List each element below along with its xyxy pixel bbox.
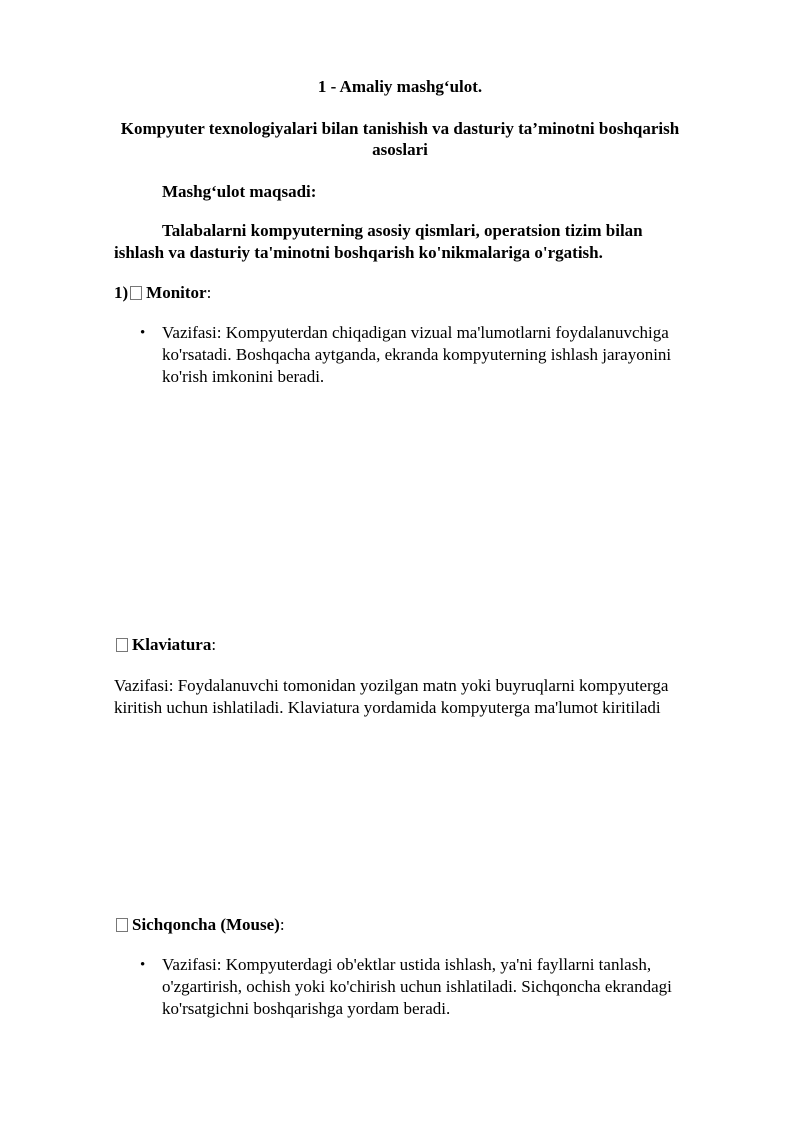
goal-text-line-1: Talabalarni kompyuterning asosiy qismlari, operatsion tizim bilan (162, 221, 643, 240)
section-heading-monitor (114, 282, 211, 304)
page-title: 1 - Amaliy mashg‘ulot. (317, 77, 483, 96)
heading-colon: : (279, 915, 285, 934)
missing-glyph-icon (116, 638, 128, 652)
bullet-icon: • (140, 325, 146, 341)
monitor-text-line-2: ko'rsatadi. Boshqacha aytganda, ekranda kompyuterning ishlash jarayonini (162, 345, 672, 364)
section-title-monitor: Monitor (146, 283, 207, 302)
subtitle-line-1: Kompyuter texnologiyalari bilan tanishish va dasturiy ta’minotni boshqarish (120, 119, 680, 138)
monitor-text-line-3: ko'rish imkonini beradi. (162, 367, 325, 386)
monitor-text-line-1: Vazifasi: Kompyuterdan chiqadigan vizual ma'lumotlarni foydalanuvchiga (162, 323, 669, 342)
bullet-icon: • (140, 957, 146, 973)
keyboard-text-line-1: Vazifasi: Foydalanuvchi tomonidan yozilgan matn yoki buyruqlarni kompyuterga (114, 676, 669, 695)
keyboard-text-line-2: kiritish uchun ishlatiladi. Klaviatura yordamida kompyuterga ma'lumot kiritiladi (114, 698, 661, 717)
section-title-mouse: Sichqoncha (Mouse) (132, 915, 280, 934)
goal-text-line-2: ishlash va dasturiy ta'minotni boshqarish ko'nikmalariga o'rgatish. (114, 243, 603, 262)
heading-colon: : (206, 283, 212, 302)
mouse-text-line-2: o'zgartirish, ochish yoki ko'chirish uchun ishlatiladi. Sichqoncha ekrandagi (162, 977, 672, 996)
section-number: 1) (114, 283, 129, 302)
missing-glyph-icon (116, 918, 128, 932)
subtitle-line-2: asoslari (372, 140, 428, 159)
section-heading-mouse (114, 914, 285, 936)
mouse-text-line-3: ko'rsatgichni boshqarishga yordam beradi. (162, 999, 451, 1018)
mouse-text-line-1: Vazifasi: Kompyuterdagi ob'ektlar ustida ishlash, ya'ni fayllarni tanlash, (162, 955, 652, 974)
section-heading-keyboard (114, 634, 216, 656)
section-title-keyboard: Klaviatura (132, 635, 212, 654)
missing-glyph-icon (130, 286, 142, 300)
goal-heading: Mashg‘ulot maqsadi: (162, 182, 317, 201)
heading-colon: : (211, 635, 217, 654)
